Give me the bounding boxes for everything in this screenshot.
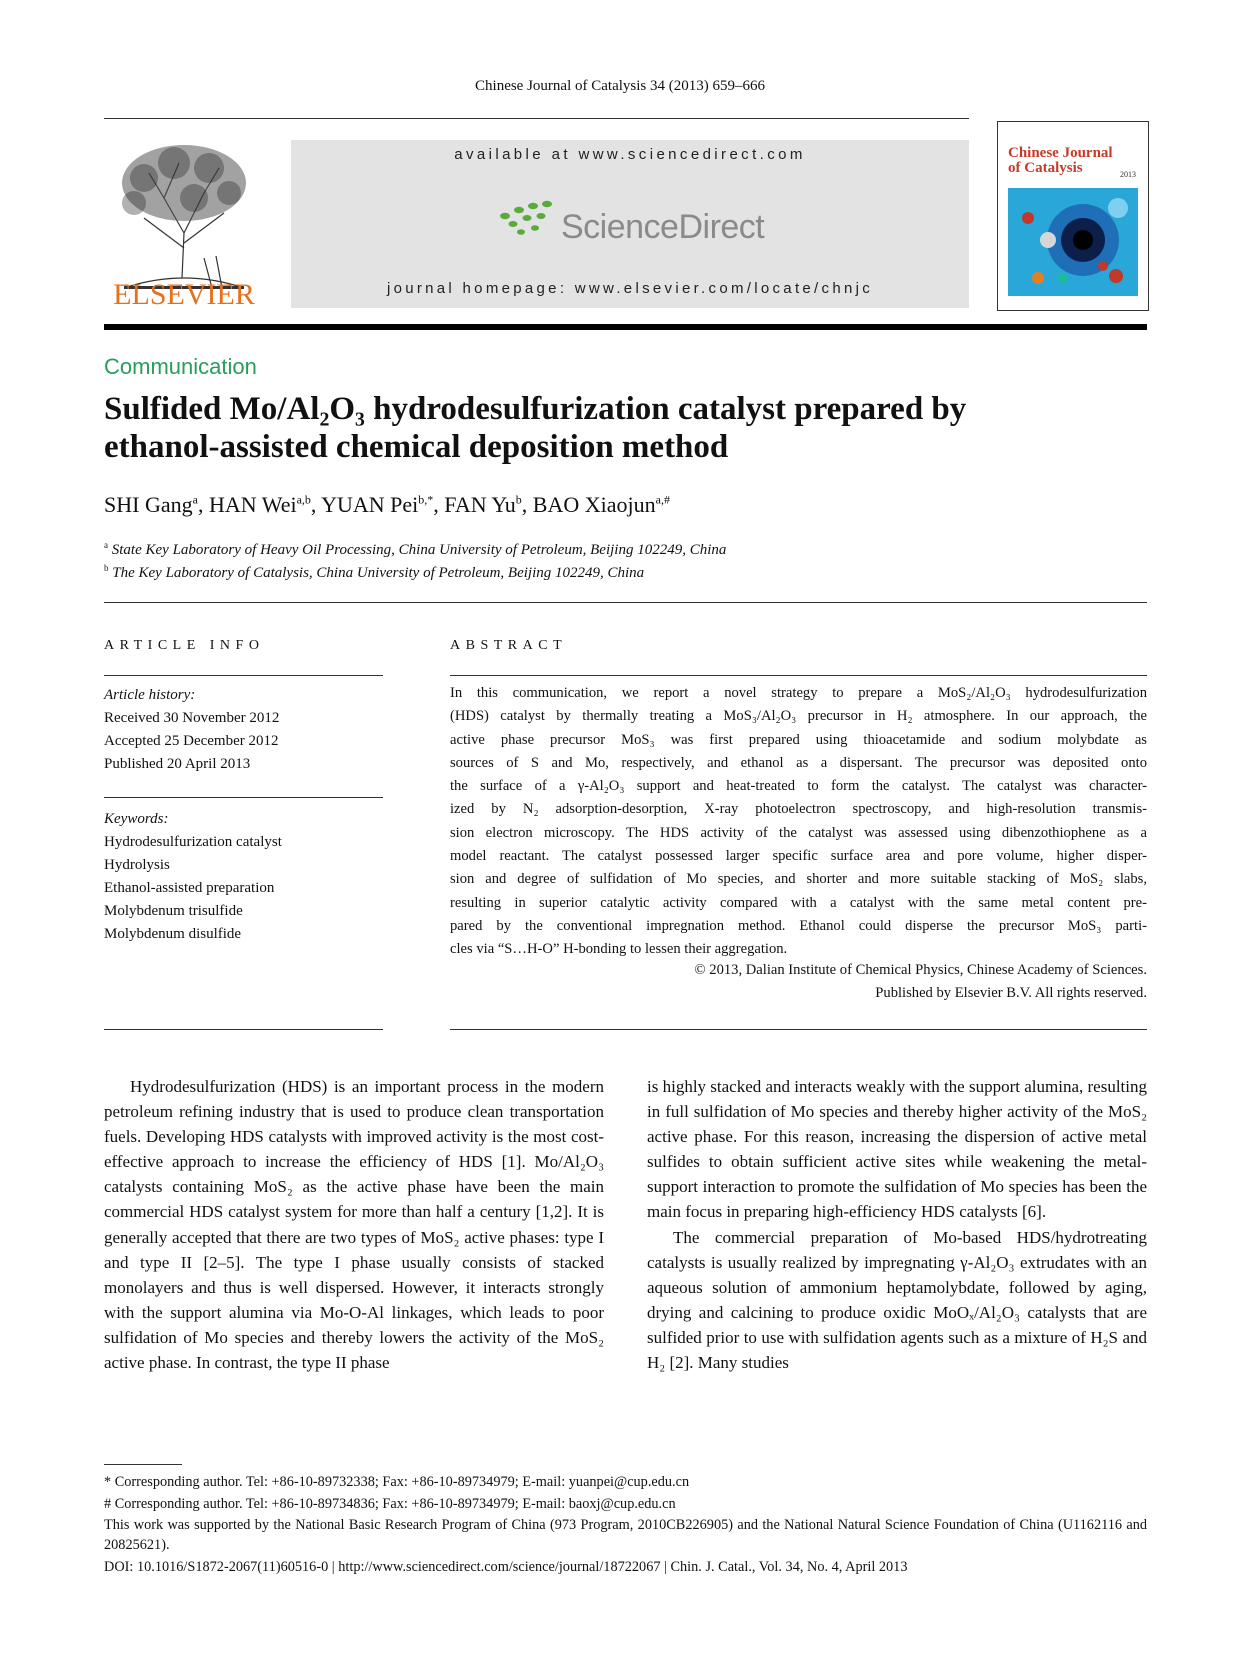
body-right-column (647, 1074, 1147, 1375)
publisher-rights-line: Published by Elsevier B.V. All rights reserved. (875, 985, 1147, 1001)
body-paragraph: Hydrodesulfurization (HDS) is an important process in the modern petroleum refining industry that is used to produce clean transportation fuels. Developing HDS catalysts with improved activity is the most cost-effective approach to increase the efficiency of HDS [1]. Mo/Al₂O₃ catalysts containing MoS₂ as the active phase have been the main commercial HDS catalyst system for more than half a century [1,2]. It is generally accepted that there are two types of MoS₂ active phases: type I and type II [2–5]. The type I phase usually consists of stacked monolayers and thus is well dispersed. However, it interacts strongly with the support alumina via Mo-O-Al linkages, which leads to poor sulfidation of Mo species and thereby lowers the activity of the MoS₂ active phase. In contrast, the type II phase (104, 1077, 604, 1373)
history-label: Article history: (104, 687, 196, 703)
elsevier-wordmark: ELSEVIER (113, 278, 255, 311)
author-list: SHI Gang$^a$, HAN Wei$^{a,b}$, YUAN Pei$^{b,*}$, FAN Yu$^b$, BAO Xiaojun$^{a,\#}$ (104, 492, 670, 517)
author-name: SHI Gang (104, 492, 193, 517)
abstract-rule (450, 675, 1147, 676)
sciencedirect-dots-icon (499, 198, 559, 238)
keyword-item: Molybdenum disulfide (104, 926, 242, 942)
section-label: Communication (104, 354, 257, 379)
title-divider (104, 602, 1147, 603)
keyword-item: Hydrodesulfurization catalyst (104, 834, 282, 850)
cover-artwork (1008, 188, 1138, 296)
keywords-rule (104, 797, 383, 798)
abstract-bottom-rule (450, 1029, 1147, 1030)
keyword-item: Molybdenum trisulfide (104, 903, 243, 919)
abstract-text: In this communication, we report a novel strategy to prepare a MoS₂/Al₂O₃ hydrodesulfurization (HDS) catalyst by thermally treating a MoS₃/Al₂O₃ precursor in H₂ atmosphere. In our approach, the active phase precursor MoS₃ was first prepared using thioacetamide and sodium molybdate as sources of S and Mo, respectively, and ethanol as a dispersant. The precursor was deposited onto the surface of a γ-Al₂O₃ support and heat-treated to form the catalyst. The catalyst was character- ized by N₂ adsorption-desorption, X-ray photoelectron spectroscopy, and high-resolution transmis- sion electron microscopy. The HDS activity of the catalyst was assessed using dibenzothiophene as a model reactant. The catalyst possessed larger specific surface area and pore volume, higher disper- sion and degree of sulfidation of Mo species, and shorter and more suitable stacking of MoS₂ slabs, resulting in superior catalytic activity compared with a catalyst with the same metal content pre- pared by the conventional impregnation method. Ethanol could disperse the precursor MoS₃ parti- cles via “S…H-O” H-bonding to lessen their aggregation. (450, 685, 1147, 958)
body-paragraph: is highly stacked and interacts weakly with the support alumina, resulting in full sulfidation of Mo species and thereby higher activity of the MoS₂ active phase. For this reason, increasing the dispersion of active metal sulfides to obtain sufficient active sites while weakening the metal-support interaction to promote the sulfidation of Mo species has been the main focus in preparing high-efficiency HDS catalysts [6]. (647, 1077, 1147, 1222)
sciencedirect-banner (291, 140, 969, 308)
footnote-corresponding-1: * Corresponding author. Tel: +86-10-89732338; Fax: +86-10-89734979; E-mail: yuanpei@cup.edu.cn (104, 1474, 690, 1490)
affiliation-a: $^a$ State Key Laboratory of Heavy Oil Processing, China University of Petroleum, Beijing 102249, China (104, 540, 727, 558)
journal-reference: Chinese Journal of Catalysis 34 (2013) 659–666 (475, 78, 765, 94)
footnote-funding: This work was supported by the National Basic Research Program of China (973 Program, 2010CB226905) and the National Natural Science Foundation of China (U1162116 and 20825621). (104, 1517, 1147, 1553)
article-info-bottom-rule (104, 1029, 383, 1030)
footnote-rule (104, 1464, 182, 1465)
journal-cover-thumbnail (997, 121, 1149, 311)
article-title: Sulfided Mo/Al₂O₃ hydrodesulfurization catalyst prepared by ethanol-assisted chemical deposition method (104, 391, 967, 465)
keyword-item: Ethanol-assisted preparation (104, 880, 275, 896)
cover-title: Chinese Journal of Catalysis (1008, 145, 1113, 176)
affiliation-b: $^b$ The Key Laboratory of Catalysis, China University of Petroleum, Beijing 102249, China (104, 563, 645, 581)
article-info-heading: ARTICLE INFO (104, 638, 265, 653)
author-name: FAN Yu (444, 492, 516, 517)
cover-year: 2013 (1120, 170, 1136, 179)
header-rule (104, 118, 969, 119)
author-name: YUAN Pei (321, 492, 419, 517)
available-at-text: available at www.sciencedirect.com (454, 146, 806, 163)
accepted-date: Accepted 25 December 2012 (104, 733, 279, 749)
copyright-line: © 2013, Dalian Institute of Chemical Physics, Chinese Academy of Sciences. (694, 962, 1147, 978)
keywords-label: Keywords: (104, 811, 169, 827)
header-thick-rule (104, 324, 1147, 330)
footnote-doi: DOI: 10.1016/S1872-2067(11)60516-0 | http://www.sciencedirect.com/science/journal/18722067 | Chin. J. Catal., Vol. 34, No. 4, April 2013 (104, 1559, 908, 1575)
body-paragraph: The commercial preparation of Mo-based HDS/hydrotreating catalysts is usually realized by impregnating γ-Al₂O₃ extrudates with an aqueous solution of ammonium heptamolybdate, followed by aging, drying and calcining to produce oxidic MoOₓ/Al₂O₃ catalysts that are sulfided prior to use with sulfidation agents such as a mixture of H₂S and H₂ [2]. Many studies (647, 1227, 1147, 1373)
published-date: Published 20 April 2013 (104, 756, 251, 772)
author-name: BAO Xiaojun (532, 492, 656, 517)
sciencedirect-brand: ScienceDirect (561, 208, 765, 246)
journal-homepage-text: journal homepage: www.elsevier.com/locate/chnjc (386, 280, 874, 297)
article-info-rule (104, 675, 383, 676)
keyword-item: Hydrolysis (104, 857, 170, 873)
body-left-column (104, 1074, 604, 1375)
abstract-heading: ABSTRACT (450, 638, 568, 653)
author-name: HAN Wei (208, 492, 297, 517)
footnote-corresponding-2: # Corresponding author. Tel: +86-10-89734836; Fax: +86-10-89734979; E-mail: baoxj@cup.edu.cn (104, 1496, 676, 1512)
received-date: Received 30 November 2012 (104, 710, 280, 726)
